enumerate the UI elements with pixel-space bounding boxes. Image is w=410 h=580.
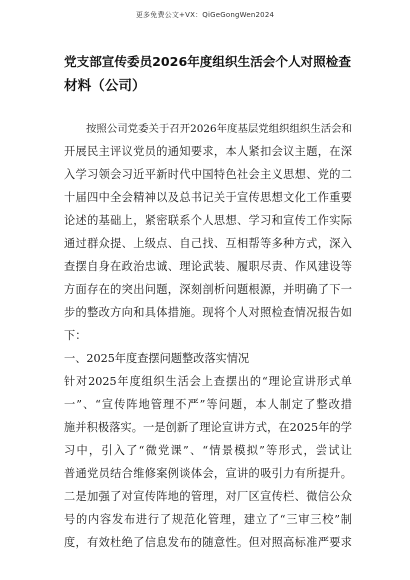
body-line: 二是加强了对宣传阵地的管理，对厂区宣传栏、微信公众 [64,490,352,503]
body-line: 习中，引入了“微党课”、“情景模拟”等形式，尝试让 [64,444,352,457]
body-line: 按照公司党委关于召开2026年度基层党组织组织生活会和 [86,123,352,135]
body-line: 十届四中全会精神以及总书记关于宣传思想文化工作重要 [64,191,352,204]
body-line: 通过群众提、上级点、自己找、互相帮等多种方式，深入 [64,237,352,250]
document-title-line-2: 材料（公司） [64,78,146,94]
body-line: 开展民主评议党员的通知要求，本人紧扣会议主题，在深 [64,145,352,158]
body-line: 施并积极落实。一是创新了理论宣讲方式，在2025年的学 [64,421,352,434]
body-line: 下： [64,329,87,342]
section-heading: 一、2025年度查摆问题整改落实情况 [64,352,250,365]
body-line: 针对2025年度组织生活会上查摆出的“理论宣讲形式单 [64,375,352,388]
body-line: 论述的基础上，紧密联系个人思想、学习和宣传工作实际 [64,214,352,227]
body-line: 普通党员结合维修案例谈体会，宣讲的吸引力有所提升。 [64,467,352,480]
body-line: 一”、“宣传阵地管理不严”等问题，本人制定了整改措 [64,398,352,411]
body-line: 查摆自身在政治忠诚、理论武装、履职尽责、作风建设等 [64,260,352,273]
header-note: 更多免费公文+VX：QiGeGongWen2024 [135,11,275,19]
document-title-line-1: 党支部宣传委员2026年度组织生活会个人对照检查 [64,54,351,69]
body-line: 度，有效杜绝了信息发布的随意性。但对照高标准严要求 [64,536,352,549]
body-line: 步的整改方向和具体措施。现将个人对照检查情况报告如 [64,306,352,319]
body-line: 入学习领会习近平新时代中国特色社会主义思想、党的二 [64,168,352,181]
body-line: 方面存在的突出问题，深刻剖析问题根源，并明确了下一 [64,283,352,296]
body-line: 号的内容发布进行了规范化管理，建立了“三审三校”制 [64,513,352,526]
